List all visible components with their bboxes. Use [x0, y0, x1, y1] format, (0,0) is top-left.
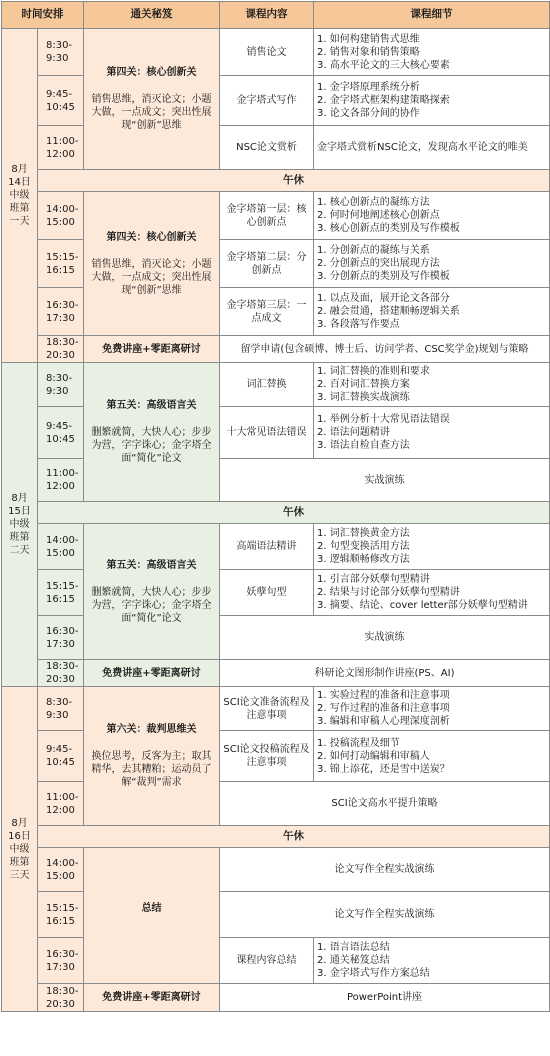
detail-line: 2. 何时何地阐述核心创新点	[317, 210, 440, 221]
detail-line: 3. 锦上添花，还是雪中送炭？	[317, 763, 450, 775]
tips-cell	[84, 192, 220, 336]
time-slot: 16:30-17:30	[38, 938, 84, 984]
time-slot: 14:00-15:00	[38, 848, 84, 892]
detail-line: 2. 结果与讨论部分妖孽句型精讲	[317, 587, 460, 598]
schedule-row	[2, 363, 550, 407]
header-tips: 通关秘笈	[84, 2, 220, 29]
course-details	[314, 363, 550, 407]
tips-cell	[84, 848, 220, 984]
detail-line: 3. 核心创新点的类别及写作模板	[317, 223, 460, 234]
course-content-wide: 论文写作全程实战演练	[220, 892, 550, 938]
detail-line: 3. 词汇替换实战演练	[317, 392, 410, 403]
detail-line: 1. 金字塔原理系统分析	[317, 82, 420, 93]
lunch-break: 午休	[38, 826, 550, 848]
schedule-row	[2, 29, 550, 76]
detail-line: 1. 核心创新点的凝练方法	[317, 197, 430, 208]
time-slot: 9:45-10:45	[38, 731, 84, 782]
detail-line: 2. 通关秘笈总结	[317, 955, 390, 966]
course-content: 金字塔式写作	[220, 76, 314, 126]
header-details: 课程细节	[314, 2, 550, 29]
schedule-table	[1, 1, 550, 1012]
tips-cell	[84, 524, 220, 660]
time-slot: 16:30-17:30	[38, 288, 84, 336]
detail-line: 1. 如何构建销售式思维	[317, 33, 420, 45]
course-content: 词汇替换	[220, 363, 314, 407]
detail-line: 1. 引言部分妖孽句型精讲	[317, 574, 430, 585]
header-time: 时间安排	[2, 2, 84, 29]
day-label: 8月14日中级班第一天	[2, 29, 38, 363]
tips-title: 第四关：核心创新关	[106, 231, 197, 243]
course-details	[314, 126, 550, 170]
detail-line: 1. 分创新点的凝练与关系	[317, 245, 430, 256]
lecture-content: 留学申请(包含硕博、博士后、访问学者、CSC奖学金)规划与策略	[220, 336, 550, 363]
tips-title: 总结	[141, 903, 162, 914]
lunch-row	[2, 826, 550, 848]
tips-desc: 销售思维，消灭论文；小题大做，一点成文；突出性展现“创新”思维	[91, 258, 212, 296]
course-content: 销售论文	[220, 29, 314, 76]
detail-line: 2. 句型变换活用方法	[317, 541, 410, 552]
course-details	[314, 687, 550, 731]
time-slot: 15:15-16:15	[38, 892, 84, 938]
tips-title: 第五关：高级语言关	[106, 400, 197, 411]
course-content: 高端语法精讲	[220, 524, 314, 570]
course-content: 妖孽句型	[220, 570, 314, 616]
day-label: 8月16日中级班第三天	[2, 687, 38, 1012]
tips-desc: 换位思考，反客为主；取其精华，去其糟粕；运动员了解“裁判”需求	[91, 751, 212, 788]
detail-line: 1. 投稿流程及细节	[317, 737, 400, 749]
schedule-row	[2, 848, 550, 892]
tips-desc: 销售思维，消灭论文；小题大做，一点成文；突出性展现“创新”思维	[91, 94, 212, 131]
detail-line: 3. 分创新点的类别及写作模板	[317, 271, 450, 282]
course-content: 金字塔第三层：一点成文	[220, 288, 314, 336]
time-slot: 9:45-10:45	[38, 76, 84, 126]
detail-line: 3. 各段落写作要点	[317, 319, 400, 330]
course-content: 十大常见语法错误	[220, 407, 314, 459]
course-content-wide: 实战演练	[220, 616, 550, 660]
time-slot: 18:30-20:30	[38, 660, 84, 687]
course-content: 金字塔第二层：分创新点	[220, 240, 314, 288]
detail-line: 3. 金字塔式写作方案总结	[317, 968, 430, 979]
course-content: 金字塔第一层：核心创新点	[220, 192, 314, 240]
lecture-content: PowerPoint讲座	[220, 984, 550, 1012]
detail-line: 2. 语法问题精讲	[317, 427, 390, 438]
detail-line: 金字塔式赏析NSC论文，发现高水平论文的唯美	[317, 142, 528, 153]
detail-line: 1. 语言语法总结	[317, 942, 390, 953]
detail-line: 2. 金字塔式框架构建策略探索	[317, 95, 450, 106]
course-content: SCI论文准备流程及注意事项	[220, 687, 314, 731]
detail-line: 3. 论文各部分间的协作	[317, 108, 420, 119]
course-details	[314, 938, 550, 984]
course-details	[314, 29, 550, 76]
course-details	[314, 288, 550, 336]
time-slot: 18:30-20:30	[38, 336, 84, 363]
schedule-row	[2, 687, 550, 731]
detail-line: 2. 写作过程的准备和注意事项	[317, 703, 450, 714]
header-row	[2, 2, 550, 29]
lecture-title: 免费讲座+零距离研讨	[84, 336, 220, 363]
detail-line: 2. 百对词汇替换方案	[317, 379, 410, 390]
course-content-wide: 实战演练	[220, 459, 550, 502]
course-content: NSC论文赏析	[220, 126, 314, 170]
time-slot: 8:30-9:30	[38, 687, 84, 731]
course-content: SCI论文投稿流程及注意事项	[220, 731, 314, 782]
lecture-title: 免费讲座+零距离研讨	[84, 984, 220, 1012]
evening-row	[2, 660, 550, 687]
tips-cell	[84, 29, 220, 170]
detail-line: 3. 语法自检自查方法	[317, 440, 410, 451]
time-slot: 16:30-17:30	[38, 616, 84, 660]
time-slot: 11:00-12:00	[38, 782, 84, 826]
detail-line: 2. 分创新点的突出展现方法	[317, 258, 440, 269]
detail-line: 2. 融会贯通，搭建顺畅逻辑关系	[317, 306, 460, 317]
detail-line: 1. 举例分析十大常见语法错误	[317, 414, 450, 425]
course-content-wide: 论文写作全程实战演练	[220, 848, 550, 892]
detail-line: 1. 词汇替换的准则和要求	[317, 366, 430, 377]
tips-cell	[84, 687, 220, 826]
tips-title: 第四关：核心创新关	[106, 67, 197, 78]
detail-line: 3. 编辑和审稿人心理深度剖析	[317, 716, 450, 727]
detail-line: 3. 逻辑顺畅修改方法	[317, 554, 410, 565]
lunch-row	[2, 502, 550, 524]
course-content-wide: SCI论文高水平提升策略	[220, 782, 550, 826]
schedule-row	[2, 192, 550, 240]
tips-title: 第六关：裁判思维关	[106, 724, 197, 735]
time-slot: 14:00-15:00	[38, 192, 84, 240]
lecture-content: 科研论文图形制作讲座(PS、AI)	[220, 660, 550, 687]
tips-desc: 删繁就简，大快人心；步步为营，字字诛心；金字塔全面“简化”论文	[91, 586, 212, 624]
detail-line: 1. 以点及面，展开论文各部分	[317, 293, 450, 304]
detail-line: 3. 摘要、结论、cover letter部分妖孽句型精讲	[317, 600, 528, 611]
lunch-break: 午休	[38, 170, 550, 192]
detail-line: 3. 高水平论文的三大核心要素	[317, 59, 450, 71]
lecture-title: 免费讲座+零距离研讨	[84, 660, 220, 687]
time-slot: 8:30-9:30	[38, 29, 84, 76]
course-details	[314, 76, 550, 126]
tips-cell	[84, 363, 220, 502]
time-slot: 9:45-10:45	[38, 407, 84, 459]
time-slot: 15:15-16:15	[38, 240, 84, 288]
detail-line: 2. 如何打动编辑和审稿人	[317, 750, 430, 762]
evening-row	[2, 336, 550, 363]
header-content: 课程内容	[220, 2, 314, 29]
course-details	[314, 192, 550, 240]
time-slot: 15:15-16:15	[38, 570, 84, 616]
course-details	[314, 524, 550, 570]
lunch-break: 午休	[38, 502, 550, 524]
tips-title: 第五关：高级语言关	[106, 559, 197, 571]
tips-desc: 删繁就简，大快人心；步步为营，字字诛心；金字塔全面“简化”论文	[91, 427, 212, 464]
lunch-row	[2, 170, 550, 192]
time-slot: 8:30-9:30	[38, 363, 84, 407]
time-slot: 14:00-15:00	[38, 524, 84, 570]
evening-row	[2, 984, 550, 1012]
day-label: 8月15日中级班第二天	[2, 363, 38, 687]
course-details	[314, 407, 550, 459]
detail-line: 1. 词汇替换黄金方法	[317, 528, 410, 539]
schedule-row	[2, 524, 550, 570]
detail-line: 2. 销售对象和销售策略	[317, 46, 420, 58]
time-slot: 11:00-12:00	[38, 459, 84, 502]
time-slot: 18:30-20:30	[38, 984, 84, 1012]
course-details	[314, 731, 550, 782]
detail-line: 1. 实验过程的准备和注意事项	[317, 690, 450, 701]
course-details	[314, 570, 550, 616]
course-content: 课程内容总结	[220, 938, 314, 984]
course-details	[314, 240, 550, 288]
time-slot: 11:00-12:00	[38, 126, 84, 170]
